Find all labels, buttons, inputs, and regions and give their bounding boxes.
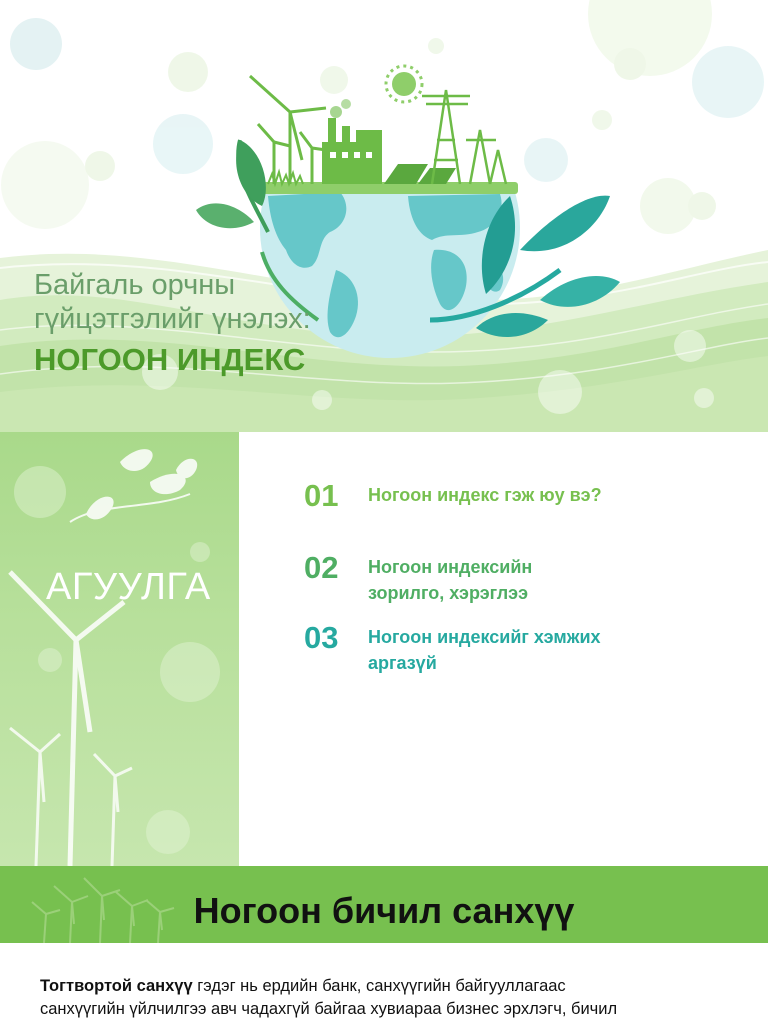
agenda-item-text [368, 554, 698, 606]
cover-title-line-1: Байгаль орчны [34, 269, 236, 301]
agenda-item-text-line-2: зорилго, хэрэглээ [368, 583, 529, 603]
agenda-number: 02 [304, 550, 339, 585]
agenda-number: 01 [304, 478, 339, 513]
wind-turbine-icon [0, 432, 239, 866]
agenda-item-text-line-1: Ногоон индекс гэж юу вэ? [368, 485, 602, 505]
body-paragraph [40, 975, 740, 1021]
agenda-item-text [368, 482, 698, 508]
body-line-2: санхүүгийн үйлчилгээ авч чадахгүй байгаа хувиараа бизнес эрхлэгч, бичил [40, 1000, 618, 1018]
cover-slide [0, 0, 768, 432]
agenda-number: 03 [304, 620, 339, 655]
agenda-item-text-line-2: аргазүй [368, 653, 437, 673]
cover-title-line-2: гүйцэтгэлийг үнэлэх: [34, 303, 311, 335]
banner-title: Ногоон бичил санхүү [193, 890, 575, 931]
body-line-1 [40, 975, 740, 998]
agenda-item-text-line-1: Ногоон индексийн [368, 557, 533, 577]
section-banner [0, 866, 768, 943]
agenda-item-text-line-1: Ногоон индексийг хэмжих [368, 627, 601, 647]
body-bold-lead: Тогтвортой санхүү [40, 977, 193, 995]
cover-title-strong: НОГООН ИНДЕКС [34, 342, 306, 377]
body-line-1-rest: гэдэг нь ердийн банк, санхүүгийн байгууллагаас [192, 977, 566, 995]
agenda-slide [0, 432, 768, 866]
agenda-item-text [368, 624, 698, 676]
agenda-title: АГУУЛГА [46, 566, 211, 608]
cover-title-block [34, 268, 434, 380]
agenda-side-panel [0, 432, 239, 866]
